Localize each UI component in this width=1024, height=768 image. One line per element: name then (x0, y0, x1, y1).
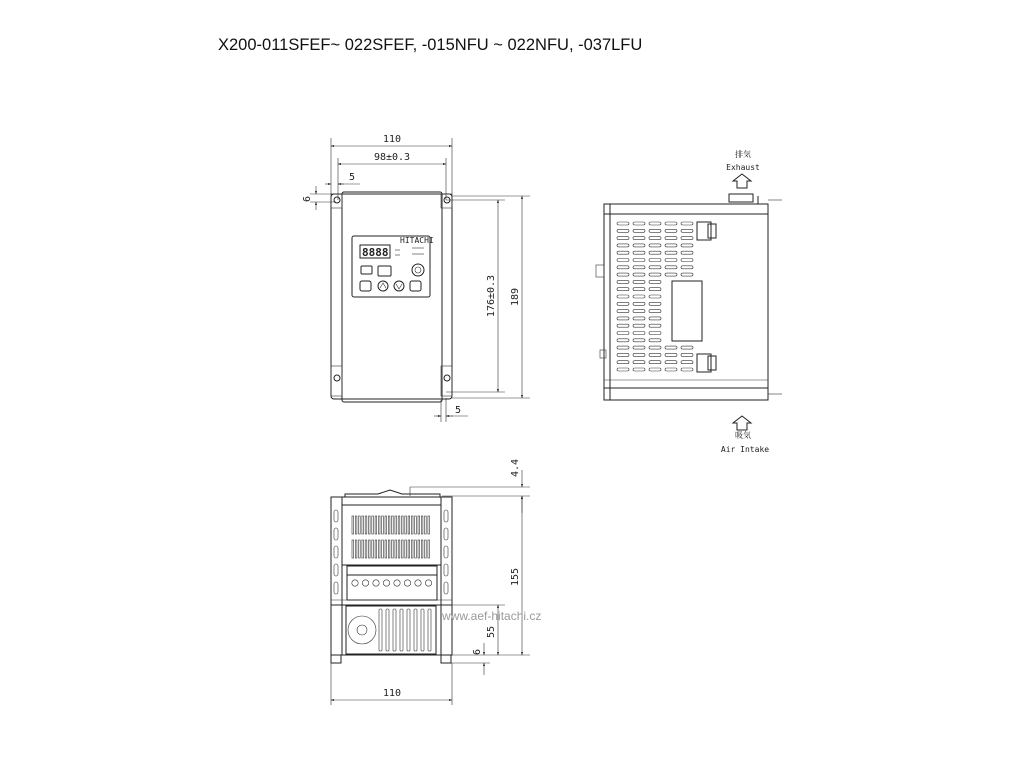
vent-slot (633, 280, 645, 283)
vent-slot (681, 361, 693, 364)
bottom-side-slots (334, 510, 448, 594)
bottom-top-offset-dim: 4.4 (510, 458, 521, 478)
vent-slot (369, 516, 371, 534)
vent-slot (392, 516, 394, 534)
vent-slot (405, 540, 407, 558)
brand-label: HITACHI (400, 236, 434, 245)
bottom-vent-grid (352, 516, 430, 558)
led-display: 8888 (362, 246, 389, 259)
vent-slot (649, 222, 661, 225)
vent-slot (665, 229, 677, 232)
vent-slot (665, 353, 677, 356)
vent-slot (649, 288, 661, 291)
vent-slot (649, 361, 661, 364)
vent-slot (633, 332, 645, 335)
vent-slot (352, 540, 354, 558)
vent-slot (665, 222, 677, 225)
vent-slot (418, 540, 420, 558)
vent-slot (649, 229, 661, 232)
vent-slot (617, 259, 629, 262)
vent-slot (649, 339, 661, 342)
vent-slot (649, 273, 661, 276)
side-slot (334, 528, 338, 540)
bottom-depth-dim: 155 (510, 567, 521, 587)
side-slot (444, 582, 448, 594)
side-slot (334, 582, 338, 594)
store-button (410, 281, 421, 291)
vent-slot (617, 353, 629, 356)
vent-slot (665, 266, 677, 269)
vent-slot (355, 540, 357, 558)
terminal-screws (352, 580, 432, 586)
side-vent-grid (617, 222, 693, 371)
vent-slot (402, 540, 404, 558)
vent-slot (418, 516, 420, 534)
bottom-fan-height-dim: 55 (486, 625, 497, 639)
vent-slot (617, 368, 629, 371)
vent-slot (375, 540, 377, 558)
vent-slot (633, 259, 645, 262)
vent-slot (681, 237, 693, 240)
vent-slot (352, 516, 354, 534)
vent-slot (617, 346, 629, 349)
terminal-block (347, 566, 437, 600)
vent-slot (633, 339, 645, 342)
vent-slot (398, 540, 400, 558)
vent-slot (633, 317, 645, 320)
side-slot (444, 528, 448, 540)
vent-slot (681, 346, 693, 349)
vent-slot (633, 324, 645, 327)
front-hole-pitch-dim: 98±0.3 (373, 152, 411, 163)
bottom-width-dim: 110 (382, 688, 402, 699)
front-side-offset-dim: 6 (302, 195, 313, 203)
front-bottom-offset-dim: 5 (454, 405, 462, 416)
front-top-offset-dim: 5 (348, 172, 356, 183)
vent-slot (421, 540, 423, 558)
vent-slot (665, 273, 677, 276)
vent-slot (649, 295, 661, 298)
vent-slot (665, 237, 677, 240)
front-view (302, 134, 530, 422)
vent-slot (681, 244, 693, 247)
vent-slot (649, 317, 661, 320)
vent-slot (421, 516, 423, 534)
vent-slot (681, 273, 693, 276)
bottom-view (331, 459, 530, 705)
terminal-screw (425, 580, 431, 586)
vent-slot (665, 251, 677, 254)
vent-slot (411, 516, 413, 534)
vent-slot (355, 516, 357, 534)
vent-slot (633, 346, 645, 349)
vent-slot (378, 540, 380, 558)
vent-slot (633, 251, 645, 254)
vent-slot (665, 361, 677, 364)
vent-slot (649, 310, 661, 313)
vent-slot (382, 516, 384, 534)
vent-slot (378, 516, 380, 534)
vent-slot (617, 288, 629, 291)
side-slot (334, 564, 338, 576)
vent-slot (365, 540, 367, 558)
vent-slot (617, 324, 629, 327)
side-slot (444, 546, 448, 558)
side-view (596, 149, 782, 454)
terminal-screw (352, 580, 358, 586)
vent-slot (617, 332, 629, 335)
vent-slot (388, 516, 390, 534)
side-slot (334, 546, 338, 558)
vent-slot (617, 280, 629, 283)
operator-panel (352, 236, 434, 297)
intake-arrow-icon (733, 416, 751, 430)
vent-slot (428, 516, 430, 534)
drawing-title: X200-011SFEF~ 022SFEF, -015NFU ~ 022NFU, -037LFU (218, 36, 643, 54)
grille-bar (379, 609, 382, 651)
vent-slot (649, 237, 661, 240)
vent-slot (633, 295, 645, 298)
watermark: www.aef-hitachi.cz (442, 609, 542, 623)
terminal-screw (383, 580, 389, 586)
grille-bar (428, 609, 431, 651)
vent-slot (385, 516, 387, 534)
vent-slot (617, 266, 629, 269)
vent-slot (649, 259, 661, 262)
vent-slot (392, 540, 394, 558)
terminal-screw (373, 580, 379, 586)
exhaust-arrow-icon (733, 174, 751, 188)
vent-slot (617, 302, 629, 305)
vent-slot (665, 368, 677, 371)
vent-slot (425, 516, 427, 534)
vent-slot (681, 266, 693, 269)
func-button (360, 281, 371, 291)
fan-grille (379, 609, 431, 651)
vent-slot (382, 540, 384, 558)
vent-slot (681, 368, 693, 371)
vent-slot (359, 540, 361, 558)
grille-bar (407, 609, 410, 651)
vent-slot (649, 324, 661, 327)
vent-slot (633, 310, 645, 313)
vent-slot (649, 353, 661, 356)
front-hole-pitch-vertical-dim: 176±0.3 (486, 274, 497, 318)
vent-slot (359, 516, 361, 534)
side-slot (444, 564, 448, 576)
vent-slot (365, 516, 367, 534)
vent-slot (385, 540, 387, 558)
vent-slot (633, 222, 645, 225)
exhaust-en-label: Exhaust (726, 163, 760, 172)
side-slot (334, 510, 338, 522)
vent-slot (681, 229, 693, 232)
vent-slot (617, 339, 629, 342)
terminal-screw (415, 580, 421, 586)
vent-slot (633, 266, 645, 269)
vent-slot (395, 516, 397, 534)
vent-slot (681, 259, 693, 262)
grille-bar (386, 609, 389, 651)
vent-slot (665, 346, 677, 349)
vent-slot (617, 222, 629, 225)
vent-slot (411, 540, 413, 558)
vent-slot (633, 237, 645, 240)
vent-slot (372, 516, 374, 534)
vent-slot (649, 346, 661, 349)
vent-slot (388, 540, 390, 558)
vent-slot (633, 288, 645, 291)
vent-slot (633, 368, 645, 371)
vent-slot (649, 302, 661, 305)
vent-slot (617, 251, 629, 254)
vent-slot (402, 516, 404, 534)
vent-slot (415, 540, 417, 558)
vent-slot (649, 368, 661, 371)
vent-slot (681, 251, 693, 254)
vent-slot (405, 516, 407, 534)
grille-bar (414, 609, 417, 651)
vent-slot (362, 540, 364, 558)
vent-slot (428, 540, 430, 558)
vent-slot (649, 280, 661, 283)
vent-slot (425, 540, 427, 558)
vent-slot (408, 540, 410, 558)
vent-slot (617, 273, 629, 276)
vent-slot (617, 295, 629, 298)
front-height-dim: 189 (510, 287, 521, 307)
grille-bar (400, 609, 403, 651)
vent-slot (362, 516, 364, 534)
vent-slot (617, 244, 629, 247)
vent-slot (633, 229, 645, 232)
vent-slot (649, 332, 661, 335)
grille-bar (393, 609, 396, 651)
vent-slot (395, 540, 397, 558)
terminal-screw (394, 580, 400, 586)
label-plate (672, 281, 702, 341)
vent-slot (617, 317, 629, 320)
vent-slot (633, 302, 645, 305)
vent-slot (633, 361, 645, 364)
vent-slot (415, 516, 417, 534)
vent-slot (649, 266, 661, 269)
vent-slot (665, 259, 677, 262)
intake-en-label: Air Intake (720, 445, 770, 454)
vent-slot (617, 229, 629, 232)
terminal-screw (362, 580, 368, 586)
vent-slot (398, 516, 400, 534)
vent-slot (617, 361, 629, 364)
vent-slot (665, 244, 677, 247)
front-width-dim: 110 (382, 134, 402, 145)
vent-slot (408, 516, 410, 534)
exhaust-jp-label: 排気 (735, 150, 751, 159)
vent-slot (372, 540, 374, 558)
grille-bar (421, 609, 424, 651)
vent-slot (681, 222, 693, 225)
intake-jp-label: 吸気 (735, 431, 751, 440)
vent-slot (649, 251, 661, 254)
cooling-fan (346, 606, 436, 654)
vent-slot (649, 244, 661, 247)
terminal-screw (404, 580, 410, 586)
vent-slot (633, 273, 645, 276)
vent-slot (369, 540, 371, 558)
vent-slot (681, 353, 693, 356)
side-slot (444, 510, 448, 522)
bottom-foot-dim: 6 (472, 648, 483, 656)
vent-slot (617, 237, 629, 240)
vent-slot (617, 310, 629, 313)
vent-slot (633, 244, 645, 247)
vent-slot (633, 353, 645, 356)
vent-slot (375, 516, 377, 534)
